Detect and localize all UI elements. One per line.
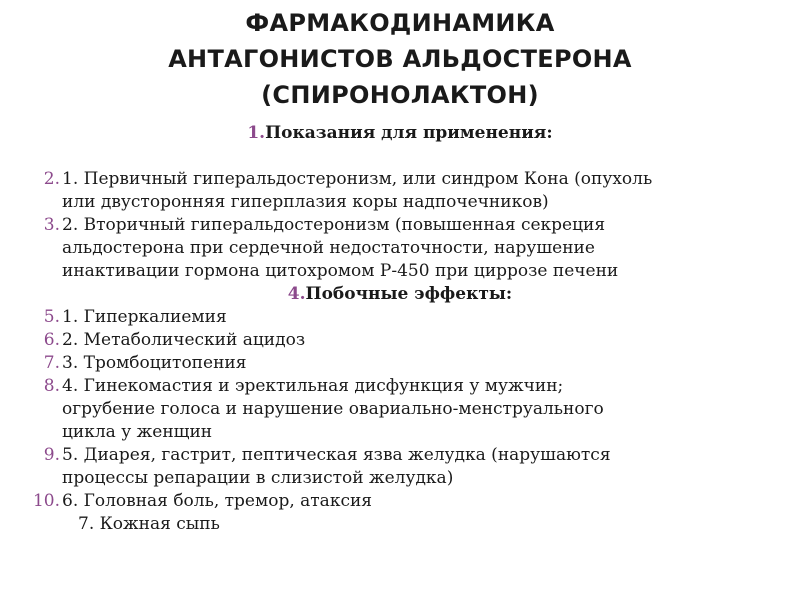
list-number: 2.	[43, 169, 60, 189]
list-text: 1. Первичный гиперальдостеронизм, или синдром Кона (опухоль	[62, 169, 653, 189]
list-number: 4.	[287, 284, 306, 304]
list-item	[0, 444, 800, 467]
list-item	[0, 168, 800, 191]
list-text-continuation: процессы репарации в слизистой желудка)	[62, 468, 454, 488]
list-text-last: 7. Кожная сыпь	[78, 514, 220, 534]
list-number: 7.	[43, 353, 60, 373]
content-list	[0, 122, 800, 536]
list-text: 2. Вторичный гиперальдостеронизм (повышенная секреция	[62, 215, 606, 235]
list-text-continuation: цикла у женщин	[62, 422, 213, 442]
list-item-side-effects-heading	[0, 283, 800, 306]
title-line-3: (СПИРОНОЛАКТОН)	[261, 81, 539, 109]
list-item	[0, 306, 800, 329]
list-number: 6.	[43, 330, 60, 350]
list-text: 1. Гиперкалиемия	[62, 307, 227, 327]
slide-title	[0, 5, 800, 113]
list-number: 3.	[43, 215, 60, 235]
list-item	[0, 214, 800, 237]
list-item	[0, 490, 800, 513]
title-line-2: АНТАГОНИСТОВ АЛЬДОСТЕРОНА	[168, 45, 632, 73]
list-number: 9.	[43, 445, 60, 465]
list-item	[0, 375, 800, 398]
list-number: 10.	[32, 491, 60, 511]
list-number: 8.	[43, 376, 60, 396]
list-text-continuation: огрубение голоса и нарушение овариально-менструального	[62, 399, 604, 419]
list-text: 6. Головная боль, тремор, атаксия	[62, 491, 373, 511]
list-number: 5.	[43, 307, 60, 327]
list-text-continuation: или двусторонняя гиперплазия коры надпочечников)	[62, 192, 549, 212]
list-text: 5. Диарея, гастрит, пептическая язва желудка (нарушаются	[62, 445, 611, 465]
list-text: Побочные эффекты:	[305, 284, 513, 304]
list-text: 3. Тромбоцитопения	[62, 353, 247, 373]
list-number: 1.	[247, 123, 266, 143]
list-text: 2. Метаболический ацидоз	[62, 330, 306, 350]
list-text-continuation: альдостерона при сердечной недостаточности, нарушение	[62, 238, 595, 258]
list-text: Показания для применения:	[265, 123, 553, 143]
title-line-1: ФАРМАКОДИНАМИКА	[245, 9, 555, 37]
list-item	[0, 352, 800, 375]
list-item	[0, 329, 800, 352]
list-text: 4. Гинекомастия и эректильная дисфункция у мужчин;	[62, 376, 564, 396]
list-item-indications-heading	[0, 122, 800, 145]
list-text-continuation: инактивации гормона цитохромом Р-450 при циррозе печени	[62, 261, 619, 281]
